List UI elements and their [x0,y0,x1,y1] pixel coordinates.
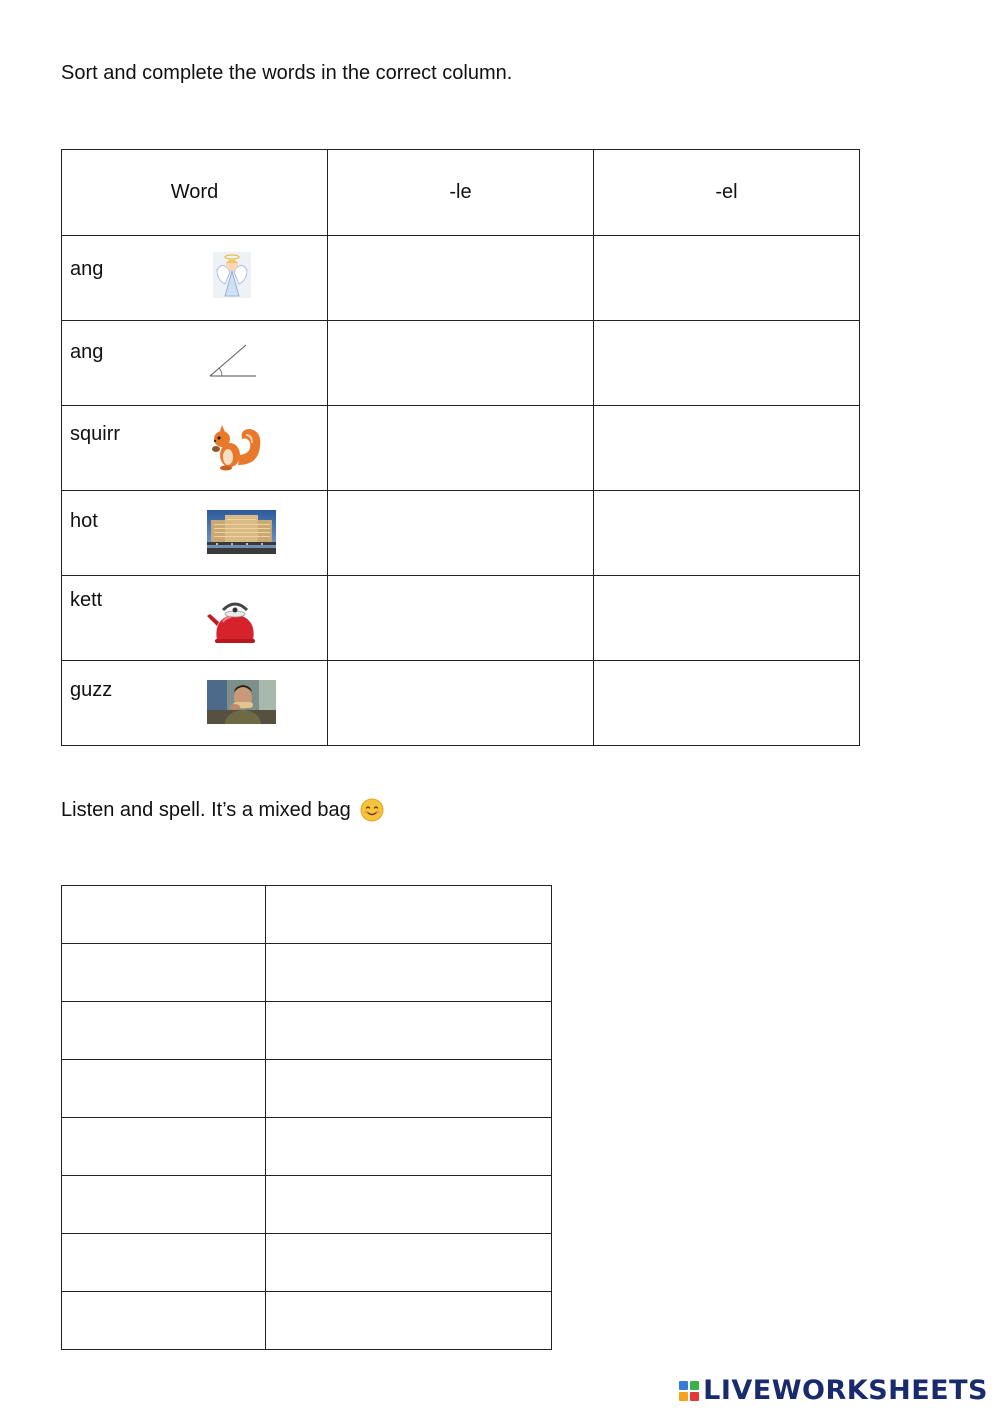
header-le: -le [328,150,594,236]
el-answer-cell[interactable] [594,661,860,746]
word-stem: hot [70,510,98,532]
header-el: -el [594,150,860,236]
spell-answer-cell[interactable] [266,1002,552,1060]
kettle-icon [207,598,263,646]
word-cell [62,491,328,576]
le-answer-cell[interactable] [328,236,594,321]
table-row [62,321,860,406]
word-cell [62,236,328,321]
guzzle-photo [207,680,276,724]
word-stem: ang [70,258,104,280]
spell-answer-cell[interactable] [266,1118,552,1176]
table-row [62,1234,552,1292]
angle-icon [208,343,258,379]
le-answer-cell[interactable] [328,406,594,491]
word-cell [62,576,328,661]
word-stem: kett [70,589,103,611]
table-row [62,944,552,1002]
spell-number-cell [62,1060,266,1118]
word-cell [62,321,328,406]
angel-icon [213,252,251,298]
spell-answer-cell[interactable] [266,1234,552,1292]
header-word: Word [62,150,328,236]
table-row [62,406,860,491]
spell-answer-cell[interactable] [266,886,552,944]
el-answer-cell[interactable] [594,406,860,491]
el-answer-cell[interactable] [594,321,860,406]
spell-instruction-text: Listen and spell. It’s a mixed bag [61,798,351,821]
table-row [62,1118,552,1176]
el-answer-cell[interactable] [594,236,860,321]
table-row [62,886,552,944]
header-row [62,150,860,236]
table-row [62,661,860,746]
table-row [62,236,860,321]
word-stem: ang [70,341,104,363]
spell-number-cell [62,1176,266,1234]
logo-text: LIVEWORKSHEETS [703,1375,988,1406]
spell-number-cell [62,1292,266,1350]
table-row [62,1060,552,1118]
word-stem: guzz [70,679,113,701]
spell-table [61,885,552,1350]
spell-answer-cell[interactable] [266,1176,552,1234]
spell-instruction [61,798,384,822]
word-cell [62,406,328,491]
le-answer-cell[interactable] [328,576,594,661]
spell-number-cell [62,1002,266,1060]
hotel-photo [207,510,276,554]
sort-table [61,149,860,746]
table-row [62,491,860,576]
table-row [62,1292,552,1350]
spell-answer-cell[interactable] [266,944,552,1002]
el-answer-cell[interactable] [594,491,860,576]
table-row [62,576,860,661]
smiley-icon [360,798,384,822]
spell-number-cell [62,944,266,1002]
le-answer-cell[interactable] [328,321,594,406]
spell-number-cell [62,1118,266,1176]
liveworksheets-logo [679,1375,988,1406]
word-stem: squirr [70,423,121,445]
logo-mark-icon [679,1381,699,1401]
le-answer-cell[interactable] [328,491,594,576]
el-answer-cell[interactable] [594,576,860,661]
le-answer-cell[interactable] [328,661,594,746]
squirrel-icon [208,425,262,471]
table-row [62,1002,552,1060]
spell-number-cell [62,886,266,944]
sort-instruction: Sort and complete the words in the correct column. [61,62,513,84]
spell-number-cell [62,1234,266,1292]
spell-answer-cell[interactable] [266,1060,552,1118]
word-cell [62,661,328,746]
spell-answer-cell[interactable] [266,1292,552,1350]
table-row [62,1176,552,1234]
